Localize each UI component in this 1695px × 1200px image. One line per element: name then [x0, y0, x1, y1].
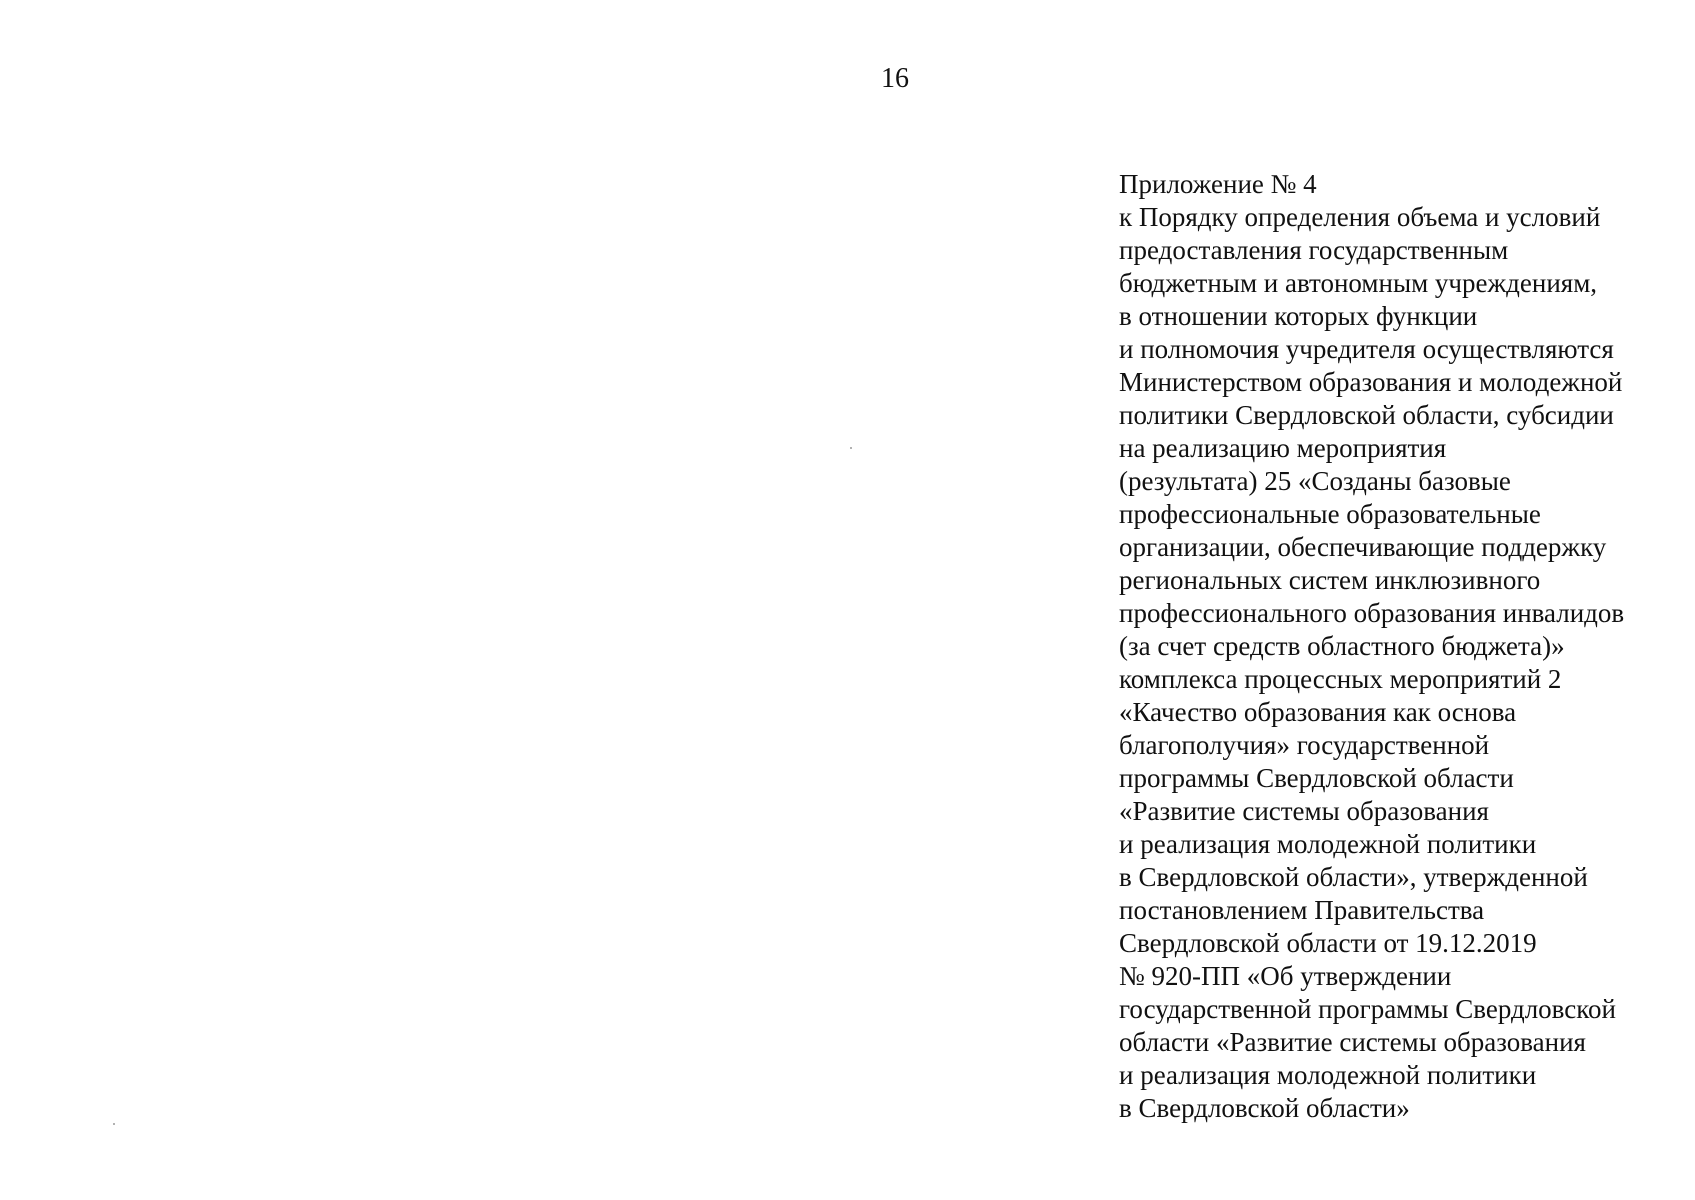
appendix-line: профессиональные образовательные: [1119, 499, 1541, 529]
appendix-line: в Свердловской области»: [1119, 1093, 1410, 1123]
appendix-line: на реализацию мероприятия: [1119, 433, 1447, 463]
scan-speck: [113, 1123, 115, 1125]
appendix-line: области «Развитие системы образования: [1119, 1027, 1586, 1057]
appendix-line: (за счет средств областного бюджета)»: [1119, 631, 1565, 661]
appendix-line: № 920-ПП «Об утверждении: [1119, 961, 1452, 991]
appendix-line: в Свердловской области», утвержденной: [1119, 862, 1588, 892]
appendix-line: региональных систем инклюзивного: [1119, 565, 1541, 595]
appendix-line: Министерством образования и молодежной: [1119, 367, 1623, 397]
appendix-line: (результата) 25 «Созданы базовые: [1119, 466, 1511, 496]
appendix-line: бюджетным и автономным учреждениям,: [1119, 268, 1598, 298]
appendix-line: «Развитие системы образования: [1119, 796, 1489, 826]
appendix-line: в отношении которых функции: [1119, 301, 1478, 331]
appendix-line: предоставления государственным: [1119, 235, 1509, 265]
appendix-header: [1119, 168, 1689, 1125]
appendix-line: политики Свердловской области, субсидии: [1119, 400, 1614, 430]
appendix-line: организации, обеспечивающие поддержку: [1119, 532, 1607, 562]
appendix-line: комплекса процессных мероприятий 2: [1119, 664, 1562, 694]
appendix-line: и реализация молодежной политики: [1119, 1060, 1537, 1090]
appendix-line: государственной программы Свердловской: [1119, 994, 1616, 1024]
appendix-line: и полномочия учредителя осуществляются: [1119, 334, 1614, 364]
appendix-line: Свердловской области от 19.12.2019: [1119, 928, 1537, 958]
page-number: 16: [881, 63, 909, 94]
appendix-line: «Качество образования как основа: [1119, 697, 1517, 727]
appendix-line: Приложение № 4: [1119, 169, 1317, 199]
appendix-line: благополучия» государственной: [1119, 730, 1490, 760]
appendix-line: и реализация молодежной политики: [1119, 829, 1537, 859]
scan-speck: [850, 447, 852, 449]
appendix-line: профессионального образования инвалидов: [1119, 598, 1625, 628]
appendix-line: постановлением Правительства: [1119, 895, 1485, 925]
appendix-line: программы Свердловской области: [1119, 763, 1514, 793]
appendix-line: к Порядку определения объема и условий: [1119, 202, 1601, 232]
